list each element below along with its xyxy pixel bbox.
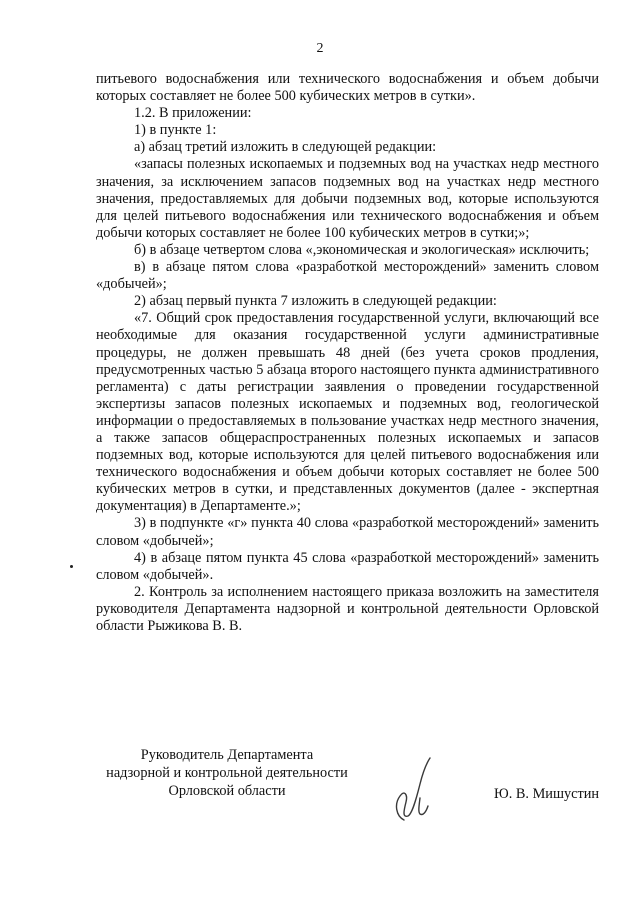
signer-position-line-2: надзорной и контрольной деятельности	[106, 765, 348, 781]
paragraph-item-4: 4) в абзаце пятом пункта 45 слова «разработкой месторождений» заменить словом «добычей».	[96, 549, 599, 583]
paragraph-subitem-v: в) в абзаце пятом слова «разработкой месторождений» заменить словом «добычей»;	[96, 259, 599, 293]
paragraph-control: 2. Контроль за исполнением настоящего приказа возложить на заместителя руководителя Департамента надзорной и контрольной деятельности Орловской области Рыжикова В. В.	[96, 583, 599, 634]
paragraph-continuation: питьевого водоснабжения или технического водоснабжения и объем добычи которых составляет не более 500 кубических метров в сутки».	[96, 71, 599, 105]
paragraph-quoted-abzac-3: «запасы полезных ископаемых и подземных вод на участках недр местного значения, за исключением запасов подземных вод на участках недр местного значения, предоставляемых для добычи подземных вод, которые используются для целей питьевого водоснабжения или технического водоснабжения и объем добычи которых составляет не более 100 кубических метров в сутки;»;	[96, 156, 599, 241]
paragraph-quoted-point-7: «7. Общий срок предоставления государственной услуги, включающий все необходимые для оказания государственной услуги административные процедуры, не должен превышать 48 дней (без учета сроков продления, предусмотренных частью 5 абзаца второго настоящего пункта административного регламента) с даты регистрации заявления о проведении государственной экспертизы запасов полезных ископаемых и подземных вод, геологической информации о предоставляемых в пользование участках недр местного значения, а также запасов общераспространенных полезных ископаемых и запасов подземных вод, которые используются для целей питьевого водоснабжения или технического водоснабжения и объем добычи которых составляет не более 500 кубических метров в сутки, и представленных документов (далее - экспертная документация) в Департаменте.»;	[96, 310, 599, 515]
document-body	[96, 71, 599, 635]
paragraph-subitem-a: а) абзац третий изложить в следующей редакции:	[134, 139, 437, 156]
margin-mark	[70, 565, 73, 568]
paragraph-item-2: 2) абзац первый пункта 7 изложить в следующей редакции:	[134, 293, 497, 310]
signer-position-line-3: Орловской области	[168, 783, 286, 799]
page-number: 2	[316, 41, 324, 56]
paragraph-section-1-2: 1.2. В приложении:	[134, 105, 252, 122]
signature-block	[96, 746, 599, 826]
handwritten-signature	[390, 756, 438, 828]
paragraph-subitem-b: б) в абзаце четвертом слова «,экономическая и экологическая» исключить;	[134, 241, 590, 258]
signer-name: Ю. В. Мишустин	[494, 786, 599, 802]
paragraph-item-3: 3) в подпункте «г» пункта 40 слова «разработкой месторождений» заменить словом «добычей»;	[96, 515, 599, 549]
paragraph-item-1: 1) в пункте 1:	[134, 122, 217, 139]
signer-position	[96, 746, 358, 800]
signer-position-line-1: Руководитель Департамента	[140, 747, 314, 763]
